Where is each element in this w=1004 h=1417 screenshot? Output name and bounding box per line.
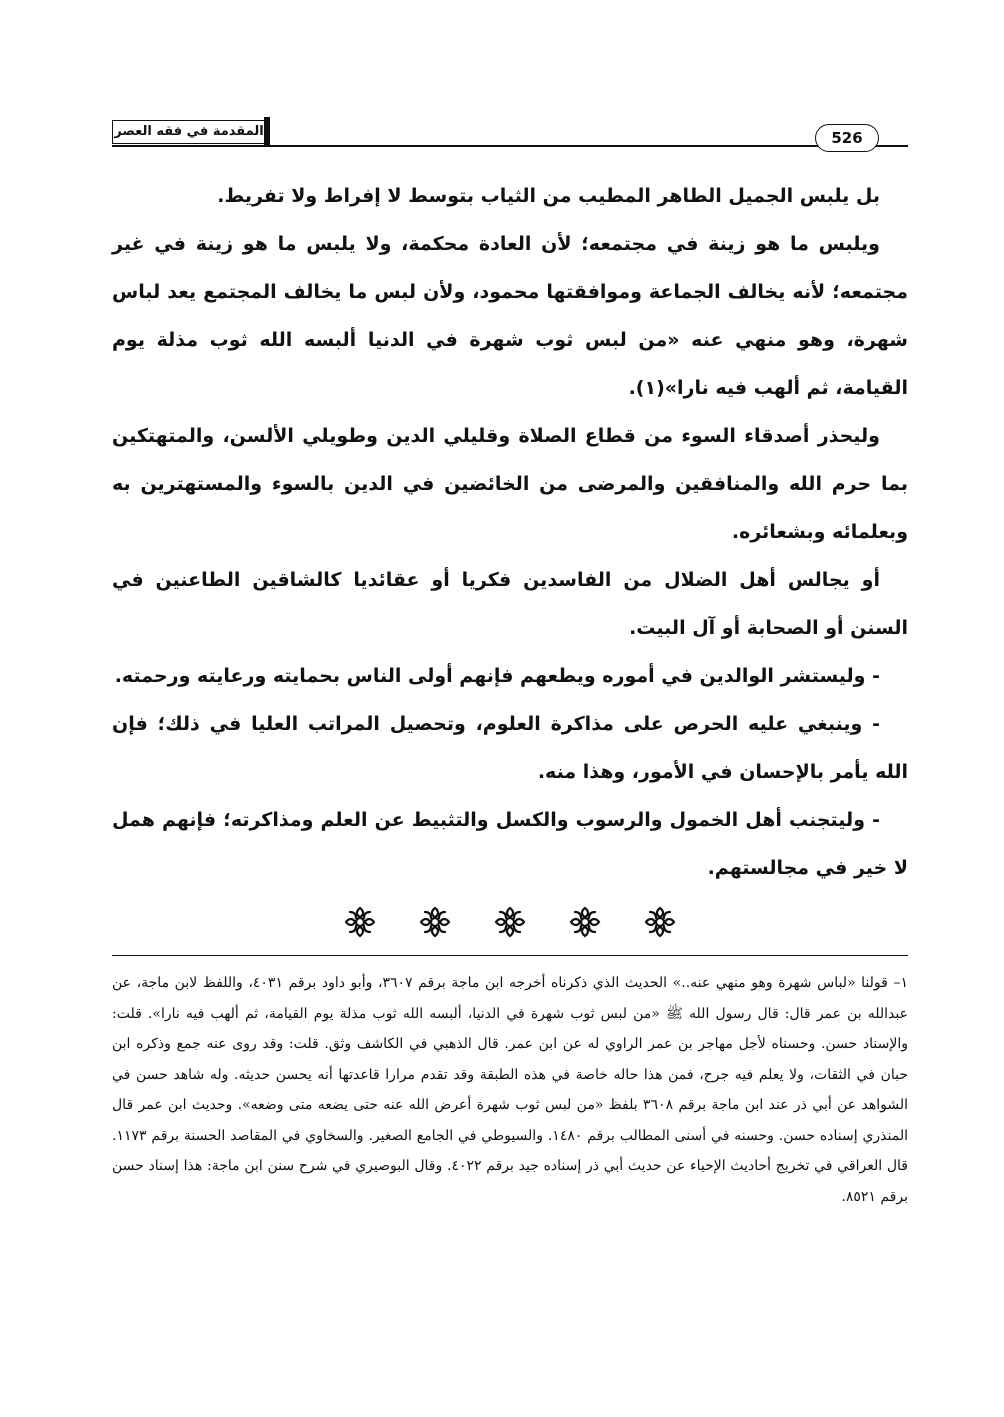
book-title: المقدمة في فقه العصر: [112, 120, 266, 144]
paragraph: - وليستشر الوالدين في أموره ويطعهم فإنهم أولى الناس بحمايته ورعايته ورحمته.: [114, 665, 880, 687]
paragraph: وليحذر أصدقاء السوء من قطاع الصلاة وقليلي الدين وطويلي الألسن، والمتهتكين بما حرم الله والمنافقين والمرضى من الخائضين في الدين بالسوء والمستهترين به وبعلمائه وبشعائره.: [112, 425, 908, 543]
floral-ornament-icon: [565, 902, 605, 942]
header-rule: [112, 145, 908, 147]
paragraph: بل يلبس الجميل الطاهر المطيب من الثياب بتوسط لا إفراط ولا تفريط.: [217, 185, 880, 207]
paragraph: ويلبس ما هو زينة في مجتمعه؛ لأن العادة محكمة، ولا يلبس ما هو زينة في غير مجتمعه؛ لأنه يخالف الجماعة وموافقتها محمود، ولأن لبس ما يخالف المجتمع يعد لباس شهرة، وهو منهي عنه «من لبس ثوب شهرة في الدنيا ألبسه الله ثوب مذلة يوم القيامة، ثم ألهب فيه نارا»(١).: [112, 233, 908, 399]
paragraph: أو يجالس أهل الضلال من الفاسدين فكريا أو عقائديا كالشاقين الطاعنين في السنن أو الصحابة أو آل البيت.: [112, 569, 908, 639]
floral-ornament-icon: [340, 902, 380, 942]
body-text: [112, 172, 908, 892]
floral-ornament-icon: [490, 902, 530, 942]
floral-ornament-icon: [415, 902, 455, 942]
paragraph: - وليتجنب أهل الخمول والرسوب والكسل والتثبيط عن العلم ومذاكرته؛ فإنهم همل لا خير في مجالستهم.: [112, 809, 908, 879]
book-title-bar: [264, 117, 270, 145]
floral-ornament-icon: [640, 902, 680, 942]
footnote-text: ١– قولنا «لباس شهرة وهو منهي عنه..» الحديث الذي ذكرناه أخرجه ابن ماجة برقم ٣٦٠٧، وأبو داود برقم ٤٠٣١، واللفظ لابن ماجة، عن عبدالله بن عمر قال: قال رسول الله ﷺ «من لبس ثوب شهرة في الدنيا، ألبسه الله ثوب مذلة يوم القيامة، ثم ألهب فيه نارا». قلت: والإسناد حسن. وحسناه لأجل مهاجر بن عمر الراوي له عن ابن عمر. قال الذهبي في الكاشف وثق. قلت: وقد روى عنه جمع وذكره ابن حبان في الثقات، ولا يعلم فيه جرح، فمن هذا حاله خاصة في هذه الطبقة وقد تقدم مرارا قاعدتها أنه يحسن حديثه. وله شاهد حسن في الشواهد عن أبي ذر عند ابن ماجة برقم ٣٦٠٨ بلفظ «من لبس ثوب شهرة أعرض الله عنه حتى يضعه متى وضعه». وحديث ابن عمر قال المنذري إسناده حسن. وحسنه في أسنى المطالب برقم ١٤٨٠. والسيوطي في الجامع الصغير. والسخاوي في المقاصد الحسنة برقم ١١٧٣. قال العراقي في تخريج أحاديث الإحياء عن حديث أبي ذر إسناده جيد برقم ٤٠٢٢. وقال البوصيري في شرح سنن ابن ماجة: هذا إسناد حسن برقم ٨٥٢١.: [112, 975, 908, 1205]
footnote-rule: [112, 955, 908, 956]
page-number: 526: [815, 124, 879, 152]
section-ornaments: [340, 902, 680, 942]
paragraph: - وينبغي عليه الحرص على مذاكرة العلوم، وتحصيل المراتب العليا في ذلك؛ فإن الله يأمر بالإحسان في الأمور، وهذا منه.: [112, 713, 908, 783]
footnote: [112, 968, 908, 1212]
